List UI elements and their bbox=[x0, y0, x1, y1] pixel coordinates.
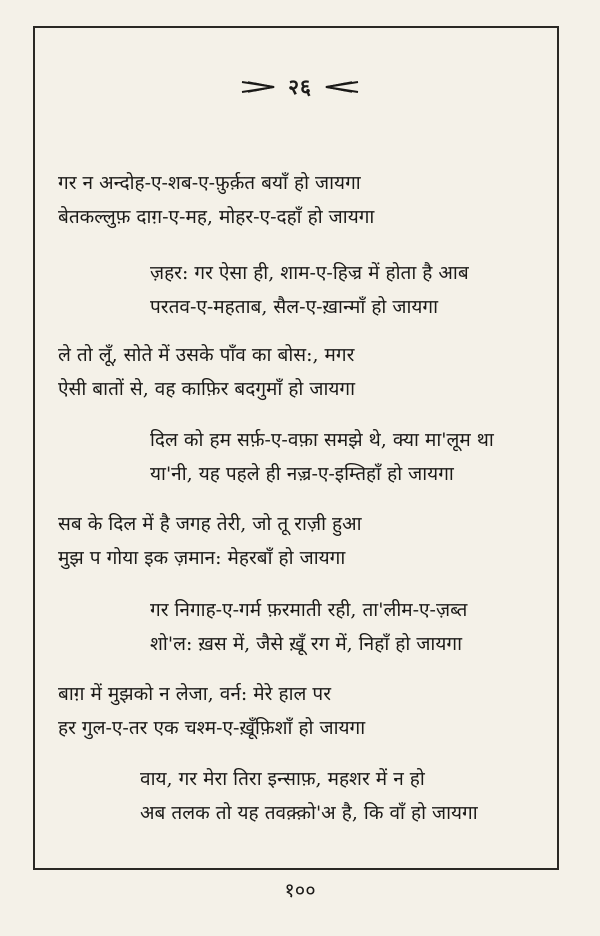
verse-line: वाय, गर मेरा तिरा इन्साफ़, महशर में न हो bbox=[140, 768, 425, 790]
verse-line: बाग़ में मुझको न लेजा, वर्न: मेरे हाल पर bbox=[58, 683, 331, 705]
couplet-4 bbox=[150, 423, 494, 491]
couplet-3 bbox=[58, 338, 355, 406]
verse-line: ऐसी बातों से, वह काफ़िर बदगुमाँ हो जायगा bbox=[58, 378, 356, 400]
couplet-1 bbox=[58, 166, 374, 234]
couplet-7 bbox=[58, 677, 365, 745]
page-number: १०० bbox=[284, 878, 316, 902]
verse-line: ज़हर: गर ऐसा ही, शाम-ए-हिज्र में होता है आब bbox=[150, 262, 469, 284]
verse-line: अब तलक तो यह तवक़्क़ो'अ है, कि वाँ हो जायगा bbox=[140, 802, 478, 824]
right-ornament-icon bbox=[322, 79, 360, 95]
verse-line: या'नी, यह पहले ही नज़्र-ए-इम्तिहाँ हो जायगा bbox=[150, 463, 454, 485]
verse-line: मुझ प गोया इक ज़मान: मेहरबाँ हो जायगा bbox=[58, 547, 346, 569]
poem-header bbox=[0, 73, 600, 101]
verse-line: शो'ल: ख़स में, जैसे ख़ूँ रग में, निहाँ हो जायगा bbox=[150, 633, 462, 655]
verse-line: बेतकल्लुफ़ दाग़-ए-मह, मोहर-ए-दहाँ हो जायगा bbox=[58, 206, 375, 228]
couplet-6 bbox=[150, 593, 467, 661]
verse-line: हर गुल-ए-तर एक चश्म-ए-ख़ूँफ़िशाँ हो जायगा bbox=[58, 717, 366, 739]
verse-line: परतव-ए-महताब, सैल-ए-ख़ान्माँ हो जायगा bbox=[150, 296, 439, 318]
couplet-2 bbox=[150, 256, 469, 324]
couplet-8 bbox=[140, 762, 478, 830]
verse-line: गर निगाह-ए-गर्म फ़रमाती रही, ता'लीम-ए-ज़ब्त bbox=[150, 599, 468, 621]
verse-line: गर न अन्दोह-ए-शब-ए-फ़ुर्क़त बयाँ हो जायगा bbox=[58, 172, 361, 194]
poem-number: २६ bbox=[288, 74, 312, 99]
left-ornament-icon bbox=[240, 79, 278, 95]
verse-line: दिल को हम सर्फ़-ए-वफ़ा समझे थे, क्या मा'लूम था bbox=[150, 429, 494, 451]
verse-line: सब के दिल में है जगह तेरी, जो तू राज़ी हुआ bbox=[58, 513, 362, 535]
couplet-5 bbox=[58, 507, 362, 575]
verse-line: ले तो लूँ, सोते में उसके पाँव का बोस:, मगर bbox=[58, 344, 355, 366]
